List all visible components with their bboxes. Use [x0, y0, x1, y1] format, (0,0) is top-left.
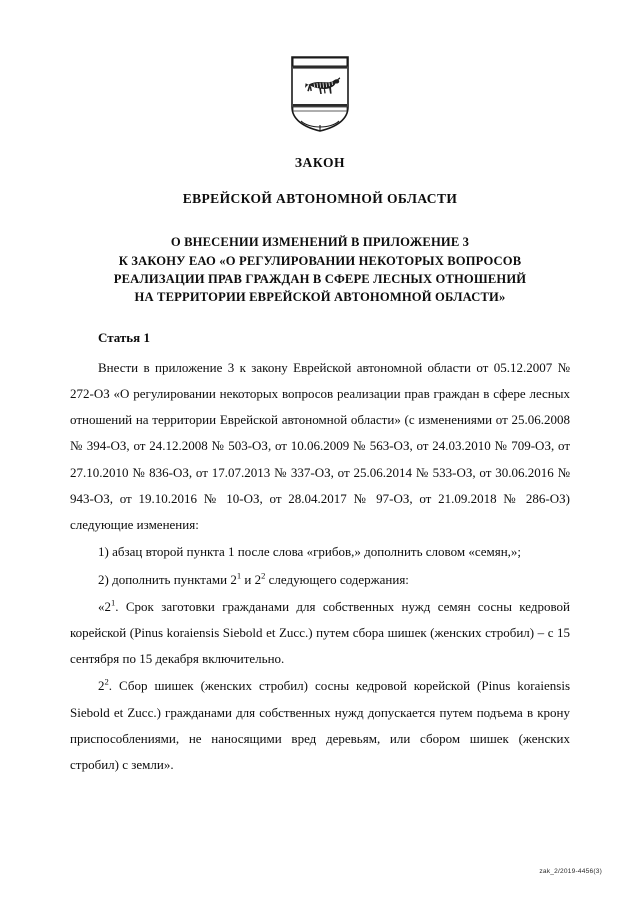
article-title: Статья 1	[98, 330, 150, 346]
amendment-item-2	[70, 567, 570, 593]
heading-line: РЕАЛИЗАЦИИ ПРАВ ГРАЖДАН В СФЕРЕ ЛЕСНЫХ ОТНОШЕНИЙ	[113, 271, 527, 286]
item-2-middle: и 2	[241, 571, 262, 587]
clause-2-2-superscript: 2	[104, 676, 109, 687]
clause-2-1	[70, 594, 570, 673]
heading-line: К ЗАКОНУ ЕАО «О РЕГУЛИРОВАНИИ НЕКОТОРЫХ ВОПРОСОВ	[118, 253, 522, 268]
amendment-item-1: 1) абзац второй пункта 1 после слова «грибов,» дополнить словом «семян,»;	[98, 544, 522, 560]
clause-2-2-text: . Сбор шишек (женских стробил) сосны кедровой корейской (Pinus koraiensis Siebold et Zucc.) гражданами для собственных нужд допускается путем подъема в крону приспособлениями, не наносящими вред деревьям, или сбором шишек (женских стробил) с земли».	[70, 678, 570, 772]
item-2-prefix: 2) дополнить пунктами 2	[98, 571, 237, 587]
item-2-suffix: следующего содержания:	[265, 571, 409, 587]
item-2-superscript-a: 1	[236, 570, 242, 581]
document-body	[0, 328, 640, 778]
document-region: ЕВРЕЙСКОЙ АВТОНОМНОЙ ОБЛАСТИ	[182, 191, 458, 207]
clause-2-1-text: . Срок заготовки гражданами для собственных нужд семян сосны кедровой корейской (Pinus koraiensis Siebold et Zucc.) путем сбора шишек (женских стробил) – с 15 сентября по 15 декабря включительно.	[70, 598, 570, 667]
heading-line: О ВНЕСЕНИИ ИЗМЕНЕНИЙ В ПРИЛОЖЕНИЕ 3	[170, 235, 470, 250]
footer-reference-code: zak_2/2019-4456(3)	[539, 868, 602, 875]
emblem-container	[0, 0, 640, 133]
clause-2-1-superscript: 1	[111, 597, 116, 608]
intro-paragraph: Внести в приложение 3 к закону Еврейской автономной области от 05.12.2007 № 272-ОЗ «О регулировании некоторых вопросов реализации прав граждан в сфере лесных отношений на территории Еврейской автономной области» (с изменениями от 25.06.2008 № 394-ОЗ, от 24.12.2008 № 503-ОЗ, от 10.06.2009 № 563-ОЗ, от 24.03.2010 № 709-ОЗ, от 27.10.2010 № 836-ОЗ, от 17.07.2013 № 337-ОЗ, от 25.06.2014 № 533-ОЗ, от 30.06.2016 № 943-ОЗ, от 19.10.2016 № 10-ОЗ, от 28.04.2017 № 97-ОЗ, от 21.09.2018 № 286-ОЗ) следующие изменения:	[70, 359, 570, 533]
coat-of-arms-icon	[289, 55, 351, 133]
clause-2-2-prefix: 2	[98, 678, 105, 694]
heading-line: НА ТЕРРИТОРИИ ЕВРЕЙСКОЙ АВТОНОМНОЙ ОБЛАСТИ»	[134, 290, 506, 305]
clause-2-2	[70, 673, 570, 778]
document-kind: ЗАКОН	[294, 155, 346, 170]
clause-2-1-prefix: «2	[98, 598, 111, 614]
document-heading	[0, 233, 640, 306]
title-block	[0, 155, 640, 306]
item-2-superscript-b: 2	[261, 570, 266, 581]
